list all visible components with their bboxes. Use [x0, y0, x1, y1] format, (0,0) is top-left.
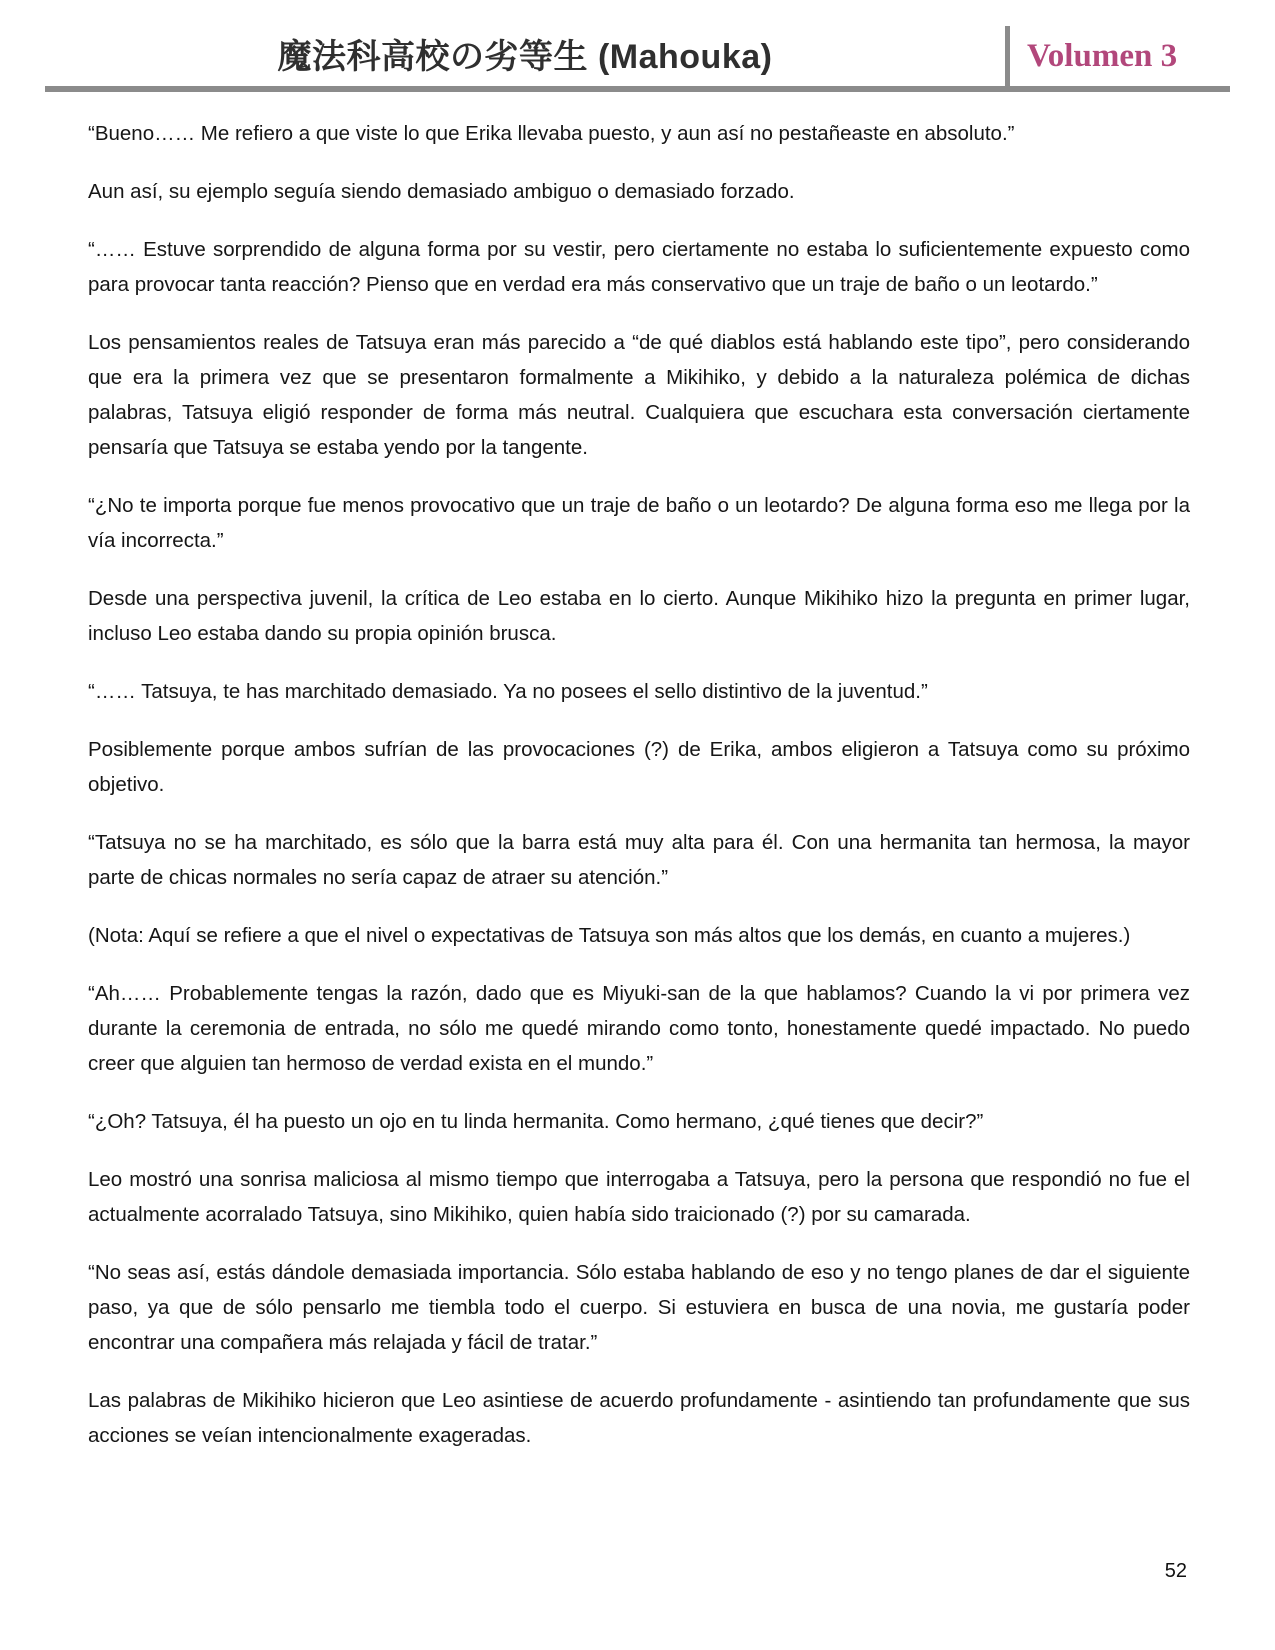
paragraph: Desde una perspectiva juvenil, la crítica de Leo estaba en lo cierto. Aunque Mikihiko hizo la pregunta en primer lugar, incluso Leo estaba dando su propia opinión brusca.	[88, 587, 1190, 645]
paragraph: Leo mostró una sonrisa maliciosa al mismo tiempo que interrogaba a Tatsuya, pero la persona que respondió no fue el actualmente acorralado Tatsuya, sino Mikihiko, quien había sido traicionado (?) por su camarada.	[88, 1168, 1190, 1226]
document-body	[0, 92, 1275, 1453]
paragraph: Aun así, su ejemplo seguía siendo demasiado ambiguo o demasiado forzado.	[88, 180, 795, 203]
header-volume-area	[1005, 26, 1230, 86]
page-title: 魔法科高校の劣等生 (Mahouka)	[277, 38, 773, 76]
paragraph: “…… Tatsuya, te has marchitado demasiado. Ya no posees el sello distintivo de la juventud.”	[88, 680, 928, 703]
page-number: 52	[1164, 1560, 1187, 1582]
paragraph: (Nota: Aquí se refiere a que el nivel o expectativas de Tatsuya son más altos que los demás, en cuanto a mujeres.)	[88, 924, 1131, 947]
paragraph: “…… Estuve sorprendido de alguna forma por su vestir, pero ciertamente no estaba lo suficientemente expuesto como para provocar tanta reacción? Pienso que en verdad era más conservativo que un traje de baño o un leotardo.”	[88, 238, 1190, 296]
paragraph: “No seas así, estás dándole demasiada importancia. Sólo estaba hablando de eso y no tengo planes de dar el siguiente paso, ya que de sólo pensarlo me tiembla todo el cuerpo. Si estuviera en busca de una novia, me gustaría poder encontrar una compañera más relajada y fácil de tratar.”	[88, 1261, 1190, 1354]
paragraph: Los pensamientos reales de Tatsuya eran más parecido a “de qué diablos está hablando este tipo”, pero considerando que era la primera vez que se presentaron formalmente a Mikihiko, y debido a la naturaleza polémica de dichas palabras, Tatsuya eligió responder de forma más neutral. Cualquiera que escuchara esta conversación ciertamente pensaría que Tatsuya se estaba yendo por la tangente.	[88, 331, 1190, 459]
paragraph: Las palabras de Mikihiko hicieron que Leo asintiese de acuerdo profundamente - asintiendo tan profundamente que sus acciones se veían intencionalmente exageradas.	[88, 1389, 1190, 1447]
paragraph: “Bueno…… Me refiero a que viste lo que Erika llevaba puesto, y aun así no pestañeaste en absoluto.”	[88, 122, 1015, 145]
volume-label: Volumen 3	[1027, 37, 1178, 74]
paragraph: “¿Oh? Tatsuya, él ha puesto un ojo en tu linda hermanita. Como hermano, ¿qué tienes que decir?”	[88, 1110, 984, 1133]
header-title-area	[45, 0, 1005, 86]
paragraph: Posiblemente porque ambos sufrían de las provocaciones (?) de Erika, ambos eligieron a Tatsuya como su próximo objetivo.	[88, 738, 1190, 796]
paragraph: “Ah…… Probablemente tengas la razón, dado que es Miyuki-san de la que hablamos? Cuando la vi por primera vez durante la ceremonia de entrada, no sólo me quedé mirando como tonto, honestamente quedé impactado. No puedo creer que alguien tan hermoso de verdad exista en el mundo.”	[88, 982, 1190, 1075]
paragraph: “¿No te importa porque fue menos provocativo que un traje de baño o un leotardo? De alguna forma eso me llega por la vía incorrecta.”	[88, 494, 1190, 552]
paragraph: “Tatsuya no se ha marchitado, es sólo que la barra está muy alta para él. Con una hermanita tan hermosa, la mayor parte de chicas normales no sería capaz de atraer su atención.”	[88, 831, 1190, 889]
page-header	[45, 0, 1230, 92]
